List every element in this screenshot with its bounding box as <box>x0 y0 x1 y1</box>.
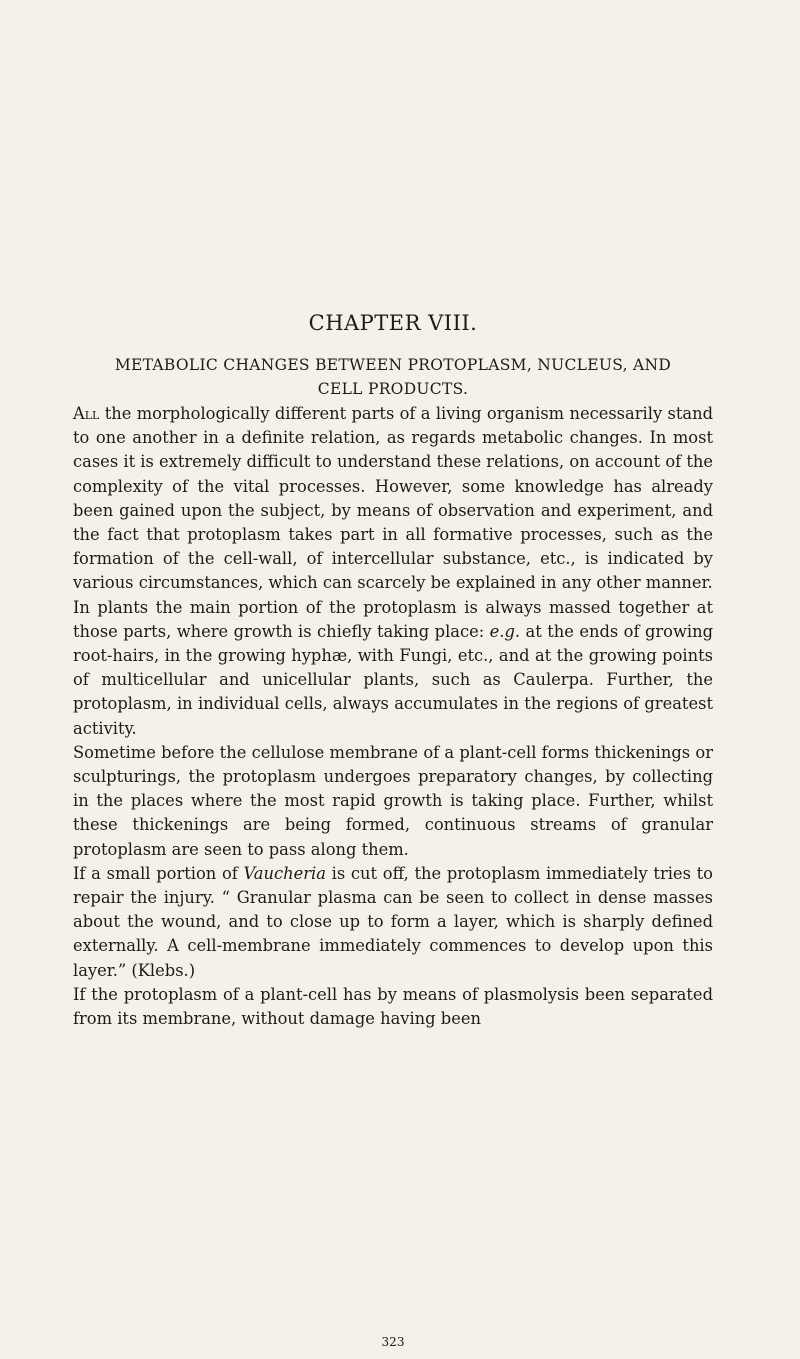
paragraph-4-text-a: If a small portion of <box>73 863 244 883</box>
page-number: 323 <box>381 1335 405 1349</box>
paragraph-2-text-b: at the ends of growing root-hairs, in the growing hyphæ, with Fungi, etc., and at the growing points of multicellular and unicellular plants, such as Caulerpa. Further, the protoplasm, in individual cells, always accumulates in the regions of greatest activity. <box>73 621 714 738</box>
chapter-heading: CHAPTER VIII. <box>308 311 478 335</box>
paragraph-2 <box>73 596 713 741</box>
paragraph-4-genus: Vaucheria <box>243 863 326 883</box>
paragraph-2-text-a: In plants the main portion of the protoplasm is always massed together at those parts, where growth is chiefly taking place: <box>73 597 713 641</box>
paragraph-4-text-b: is cut off, the protoplasm immediately tries to repair the injury. “ Granular plasma can be seen to collect in dense masses about the wound, and to close up to form a layer, which is sharply defined externally. A cell-membrane immediately commences to develop upon this layer.” (Klebs.) <box>73 863 713 980</box>
chapter-title-line-1: METABOLIC CHANGES BETWEEN PROTOPLASM, NUCLEUS, AND <box>114 356 672 374</box>
paragraph-3: Sometime before the cellulose membrane of a plant-cell forms thickenings or sculpturings, the protoplasm undergoes preparatory changes, by collecting in the places where the most rapid growth is taking place. Further, whilst these thickenings are being formed, continuous streams of granular protoplasm are seen to pass along them. <box>73 742 713 859</box>
chapter-title <box>73 353 713 401</box>
paragraph-2-eg: e.g. <box>489 621 521 641</box>
chapter-title-line-2: CELL PRODUCTS. <box>317 380 469 398</box>
body-text <box>73 402 713 1031</box>
paragraph-5: If the protoplasm of a plant-cell has by means of plasmolysis been separated from its membrane, without damage having been <box>73 984 713 1029</box>
paragraph-4 <box>73 862 713 983</box>
book-page <box>73 0 713 1359</box>
paragraph-1-text: the morphologically different parts of a living organism necessarily stand to one another in a definite relation, as regards metabolic changes. In most cases it is extremely difficult to understand these relations, on account of the complexity of the vital processes. However, some knowledge has already been gained upon the subject, by means of observation and experiment, and the fact that protoplasm takes part in all formative processes, such as the formation of the cell-wall, of intercellular substance, etc., is indicated by various circumstances, which can scarcely be explained in any other manner. <box>73 404 713 593</box>
paragraph-1 <box>73 402 713 596</box>
drop-lead-word: All <box>73 404 100 423</box>
